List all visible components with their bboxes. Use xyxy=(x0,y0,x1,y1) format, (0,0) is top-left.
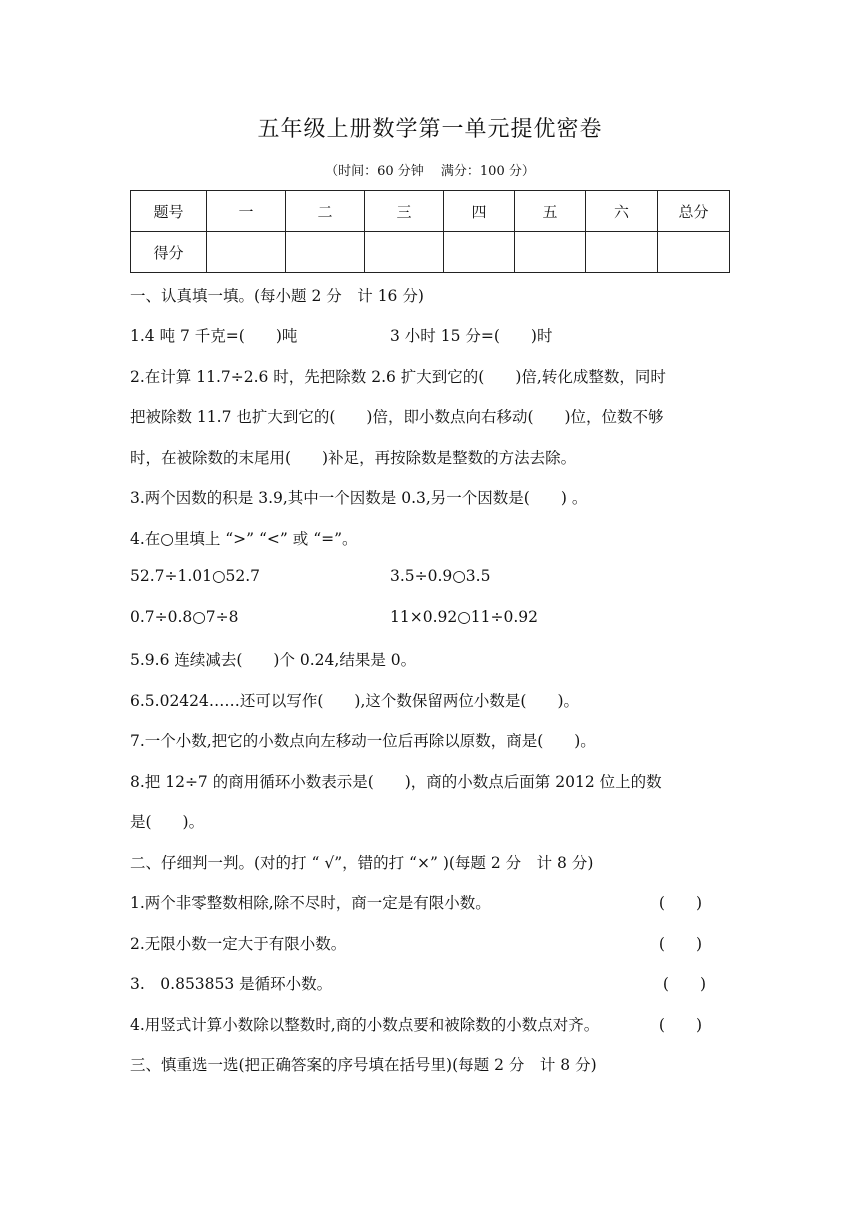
question-2-line2: 把被除数 11.7 也扩大到它的( )倍，即小数点向右移动( )位，位数不够 xyxy=(130,408,664,426)
score-table xyxy=(130,190,730,273)
judge-question-2 xyxy=(130,932,730,954)
answer-bracket[interactable]: ( ) xyxy=(658,935,702,953)
question-4-row1 xyxy=(130,567,730,585)
question-7: 7.一个小数,把它的小数点向左移动一位后再除以原数，商是( )。 xyxy=(130,732,596,750)
judge-question-text: 3. 0.853853 是循环小数。 xyxy=(130,975,333,993)
question-1b: 3 小时 15 分=( )时 xyxy=(390,327,553,345)
answer-bracket[interactable]: ( ) xyxy=(658,1016,702,1034)
table-cell: 题号 xyxy=(131,191,207,232)
judge-question-4 xyxy=(130,1013,730,1035)
score-input-cell[interactable] xyxy=(444,232,515,273)
table-cell: 六 xyxy=(586,191,658,232)
question-4d: 11×0.92○11÷0.92 xyxy=(390,608,538,626)
question-1a: 1.4 吨 7 千克=( )吨 xyxy=(130,327,298,345)
table-cell: 四 xyxy=(444,191,515,232)
question-4: 4.在○里填上 “>” “<” 或 “=”。 xyxy=(130,530,358,548)
table-cell: 五 xyxy=(515,191,586,232)
answer-bracket[interactable]: ( ) xyxy=(662,975,706,993)
judge-question-text: 1.两个非零整数相除,除不尽时，商一定是有限小数。 xyxy=(130,894,491,912)
exam-info: （时间：60 分钟 满分：100 分） xyxy=(325,164,535,179)
score-input-cell[interactable] xyxy=(586,232,658,273)
table-cell: 总分 xyxy=(658,191,730,232)
question-2-line1: 2.在计算 11.7÷2.6 时，先把除数 2.6 扩大到它的( )倍,转化成整数，同时 xyxy=(130,368,666,386)
question-8-line1: 8.把 12÷7 的商用循环小数表示是( )，商的小数点后面第 2012 位上的数 xyxy=(130,773,662,791)
question-6: 6.5.02424……还可以写作( ),这个数保留两位小数是( )。 xyxy=(130,692,580,710)
question-4c: 0.7÷0.8○7÷8 xyxy=(130,608,239,626)
judge-question-text: 2.无限小数一定大于有限小数。 xyxy=(130,935,347,953)
table-cell: 一 xyxy=(207,191,286,232)
question-4a: 52.7÷1.01○52.7 xyxy=(130,567,261,585)
table-row xyxy=(131,191,730,232)
judge-question-1 xyxy=(130,891,730,913)
question-3: 3.两个因数的积是 3.9,其中一个因数是 0.3,另一个因数是( ) 。 xyxy=(130,489,588,507)
table-cell: 二 xyxy=(286,191,365,232)
score-input-cell[interactable] xyxy=(515,232,586,273)
section3-heading: 三、慎重选一选(把正确答案的序号填在括号里)(每题 2 分 计 8 分) xyxy=(130,1056,597,1074)
question-4-row2 xyxy=(130,608,730,626)
answer-bracket[interactable]: ( ) xyxy=(658,894,702,912)
table-row xyxy=(131,232,730,273)
page-title: 五年级上册数学第一单元提优密卷 xyxy=(257,117,603,142)
judge-question-3 xyxy=(130,972,730,994)
score-input-cell[interactable] xyxy=(286,232,365,273)
question-2-line3: 时，在被除数的末尾用( )补足，再按除数是整数的方法去除。 xyxy=(130,449,577,467)
score-input-cell[interactable] xyxy=(207,232,286,273)
question-4b: 3.5÷0.9○3.5 xyxy=(390,567,491,585)
section2-heading: 二、仔细判一判。(对的打 “ √”，错的打 “×” )(每题 2 分 计 8 分) xyxy=(130,854,594,872)
question-8-line2: 是( )。 xyxy=(130,813,205,831)
table-cell: 得分 xyxy=(131,232,207,273)
table-cell: 三 xyxy=(365,191,444,232)
score-input-cell[interactable] xyxy=(365,232,444,273)
question-5: 5.9.6 连续减去( )个 0.24,结果是 0。 xyxy=(130,651,417,669)
question-1 xyxy=(130,324,730,346)
section1-heading: 一、认真填一填。(每小题 2 分 计 16 分) xyxy=(130,287,424,305)
judge-question-text: 4.用竖式计算小数除以整数时,商的小数点要和被除数的小数点对齐。 xyxy=(130,1016,600,1034)
score-input-cell[interactable] xyxy=(658,232,730,273)
